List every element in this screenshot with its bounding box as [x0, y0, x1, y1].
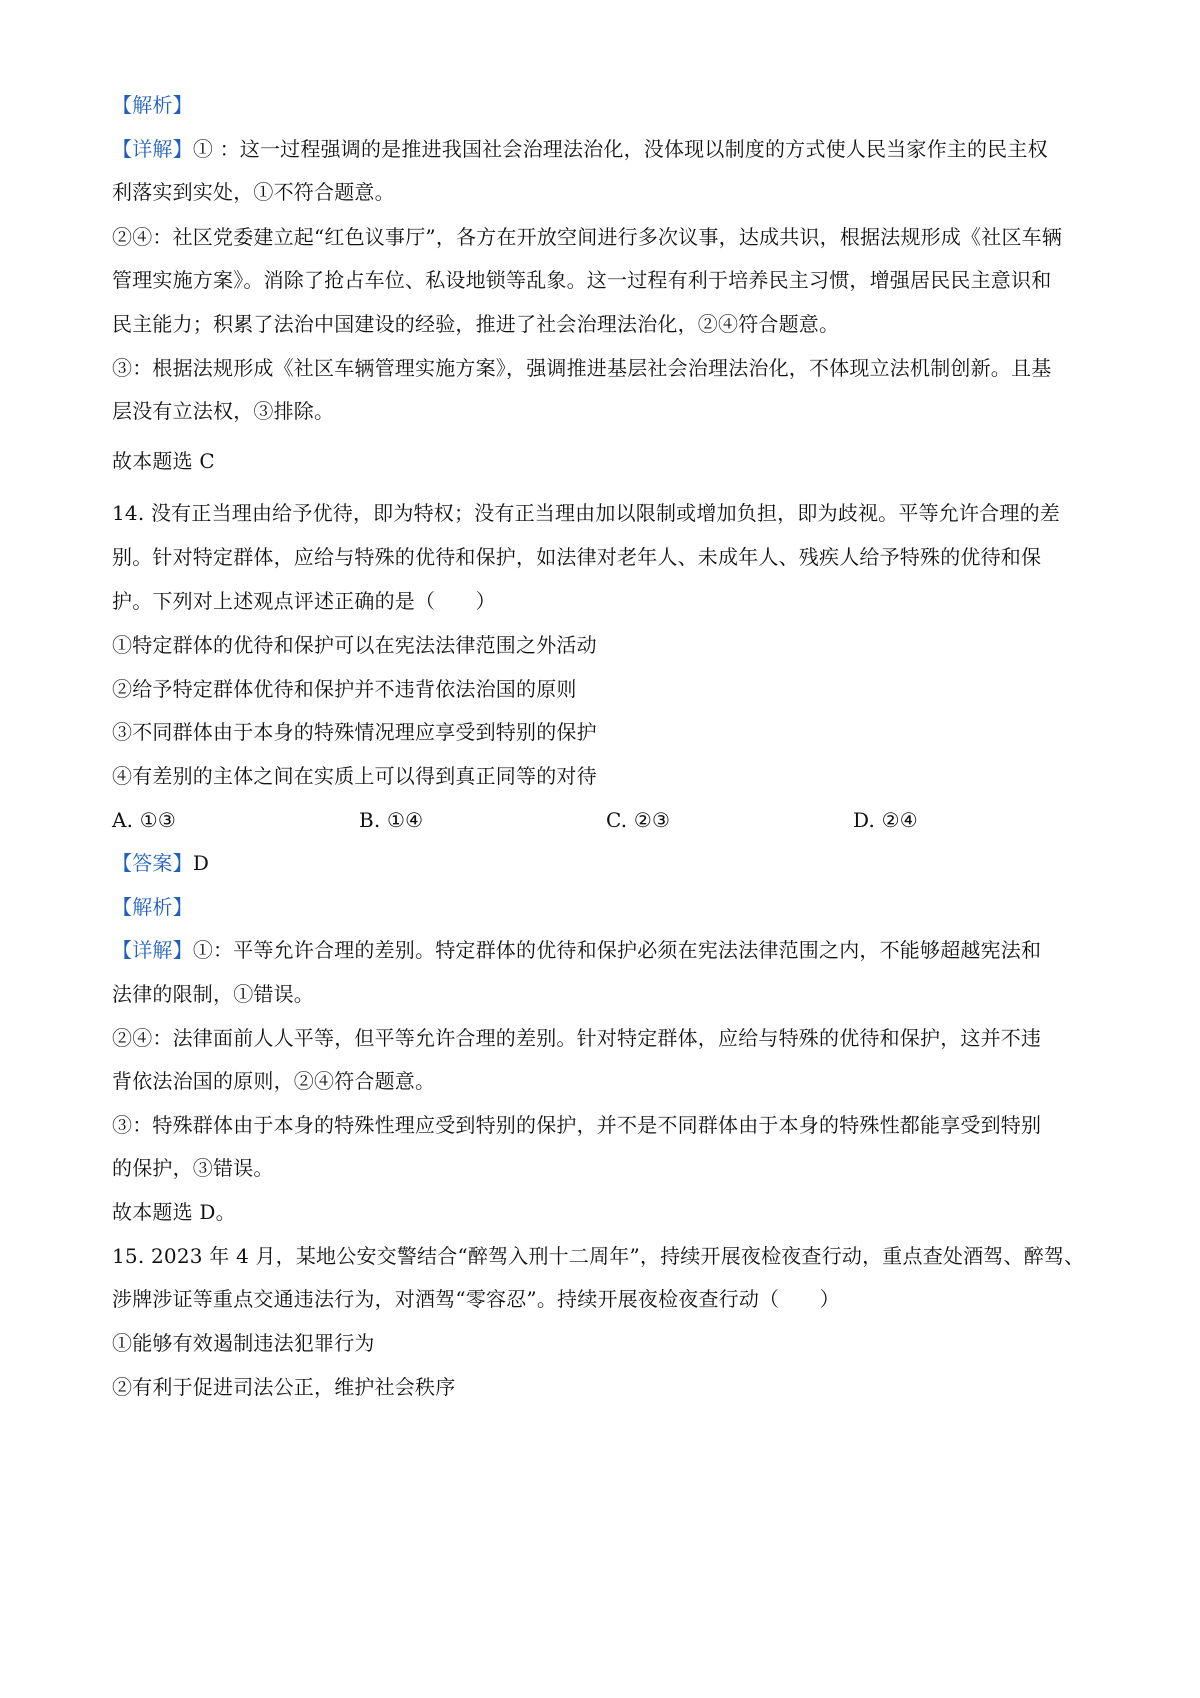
detail-line: 【详解】① ：这一过程强调的是推进我国社会治理法治化，没体现以制度的方式使人民当家作主的民主权: [112, 137, 1048, 161]
answer-value: D: [192, 851, 210, 875]
option-a: A. ①③: [112, 808, 177, 832]
option-d: D. ②④: [853, 808, 918, 832]
detail-line: 【详解】①：平等允许合理的差别。特定群体的优待和保护必须在宪法法律范围之内，不能够超越宪法和: [112, 938, 1042, 962]
answer-line: [112, 848, 1102, 878]
detail-line: 的保护，③错误。: [112, 1156, 274, 1180]
analysis-tag: 【解析】: [112, 895, 193, 919]
question-stem-line: 15. 2023 年 4 月，某地公安交警结合“醉驾入刑十二周年”，持续开展夜检夜查行动，重点查处酒驾、醉驾、: [112, 1244, 1085, 1268]
detail-tag: 【详解】: [112, 938, 193, 962]
option-b: B. ①④: [359, 808, 424, 832]
question-stem-line: 护。下列对上述观点评述正确的是（ ）: [112, 589, 496, 613]
statement: ①能够有效遏制违法犯罪行为: [112, 1331, 375, 1355]
detail-line: 民主能力；积累了法治中国建设的经验，推进了社会治理法治化，②④符合题意。: [112, 312, 840, 336]
question-stem-line: 14. 没有正当理由给予优待，即为特权；没有正当理由加以限制或增加负担，即为歧视。平等允许合理的差: [112, 501, 1060, 525]
detail-line: ③：根据法规形成《社区车辆管理实施方案》，强调推进基层社会治理法治化，不体现立法机制创新。且基: [112, 356, 1052, 380]
statement: ④有差别的主体之间在实质上可以得到真正同等的对待: [112, 764, 597, 788]
statement: ②给予特定群体优待和保护并不违背依法治国的原则: [112, 677, 577, 701]
statement: ②有利于促进司法公正，维护社会秩序: [112, 1375, 456, 1399]
answer-tag: 【答案】: [112, 851, 193, 875]
statement: ①特定群体的优待和保护可以在宪法法律范围之外活动: [112, 633, 597, 657]
detail-line: ③：特殊群体由于本身的特殊性理应受到特别的保护，并不是不同群体由于本身的特殊性都能享受到特别: [112, 1113, 1042, 1137]
detail-line: 层没有立法权，③排除。: [112, 399, 335, 423]
detail-line: 背依法治国的原则，②④符合题意。: [112, 1069, 436, 1093]
option-c: C. ②③: [606, 808, 671, 832]
analysis-tag: 【解析】: [112, 93, 193, 117]
conclusion: 故本题选 D。: [112, 1200, 236, 1224]
detail-line: ②④：法律面前人人平等，但平等允许合理的差别。针对特定群体，应给与特殊的优待和保护，这并不违: [112, 1026, 1042, 1050]
question-stem-line: 别。针对特定群体，应给与特殊的优待和保护，如法律对老年人、未成年人、残疾人给予特殊的优待和保: [112, 545, 1042, 569]
detail-line: 利落实到实处，①不符合题意。: [112, 180, 395, 204]
detail-line: 管理实施方案》。消除了抢占车位、私设地锁等乱象。这一过程有利于培养民主习惯，增强居民民主意识和: [112, 268, 1052, 292]
detail-line: ②④：社区党委建立起“红色议事厅”，各方在开放空间进行多次议事，达成共识，根据法规形成《社区车辆: [112, 225, 1063, 249]
detail-tag: 【详解】: [112, 137, 193, 161]
question-stem-line: 涉牌涉证等重点交通违法行为，对酒驾“零容忍”。持续开展夜检夜查行动（ ）: [112, 1287, 840, 1311]
detail-line: 法律的限制，①错误。: [112, 982, 314, 1006]
statement: ③不同群体由于本身的特殊情况理应享受到特别的保护: [112, 720, 597, 744]
conclusion: 故本题选 C: [112, 449, 215, 473]
answer-options: [112, 805, 1102, 835]
